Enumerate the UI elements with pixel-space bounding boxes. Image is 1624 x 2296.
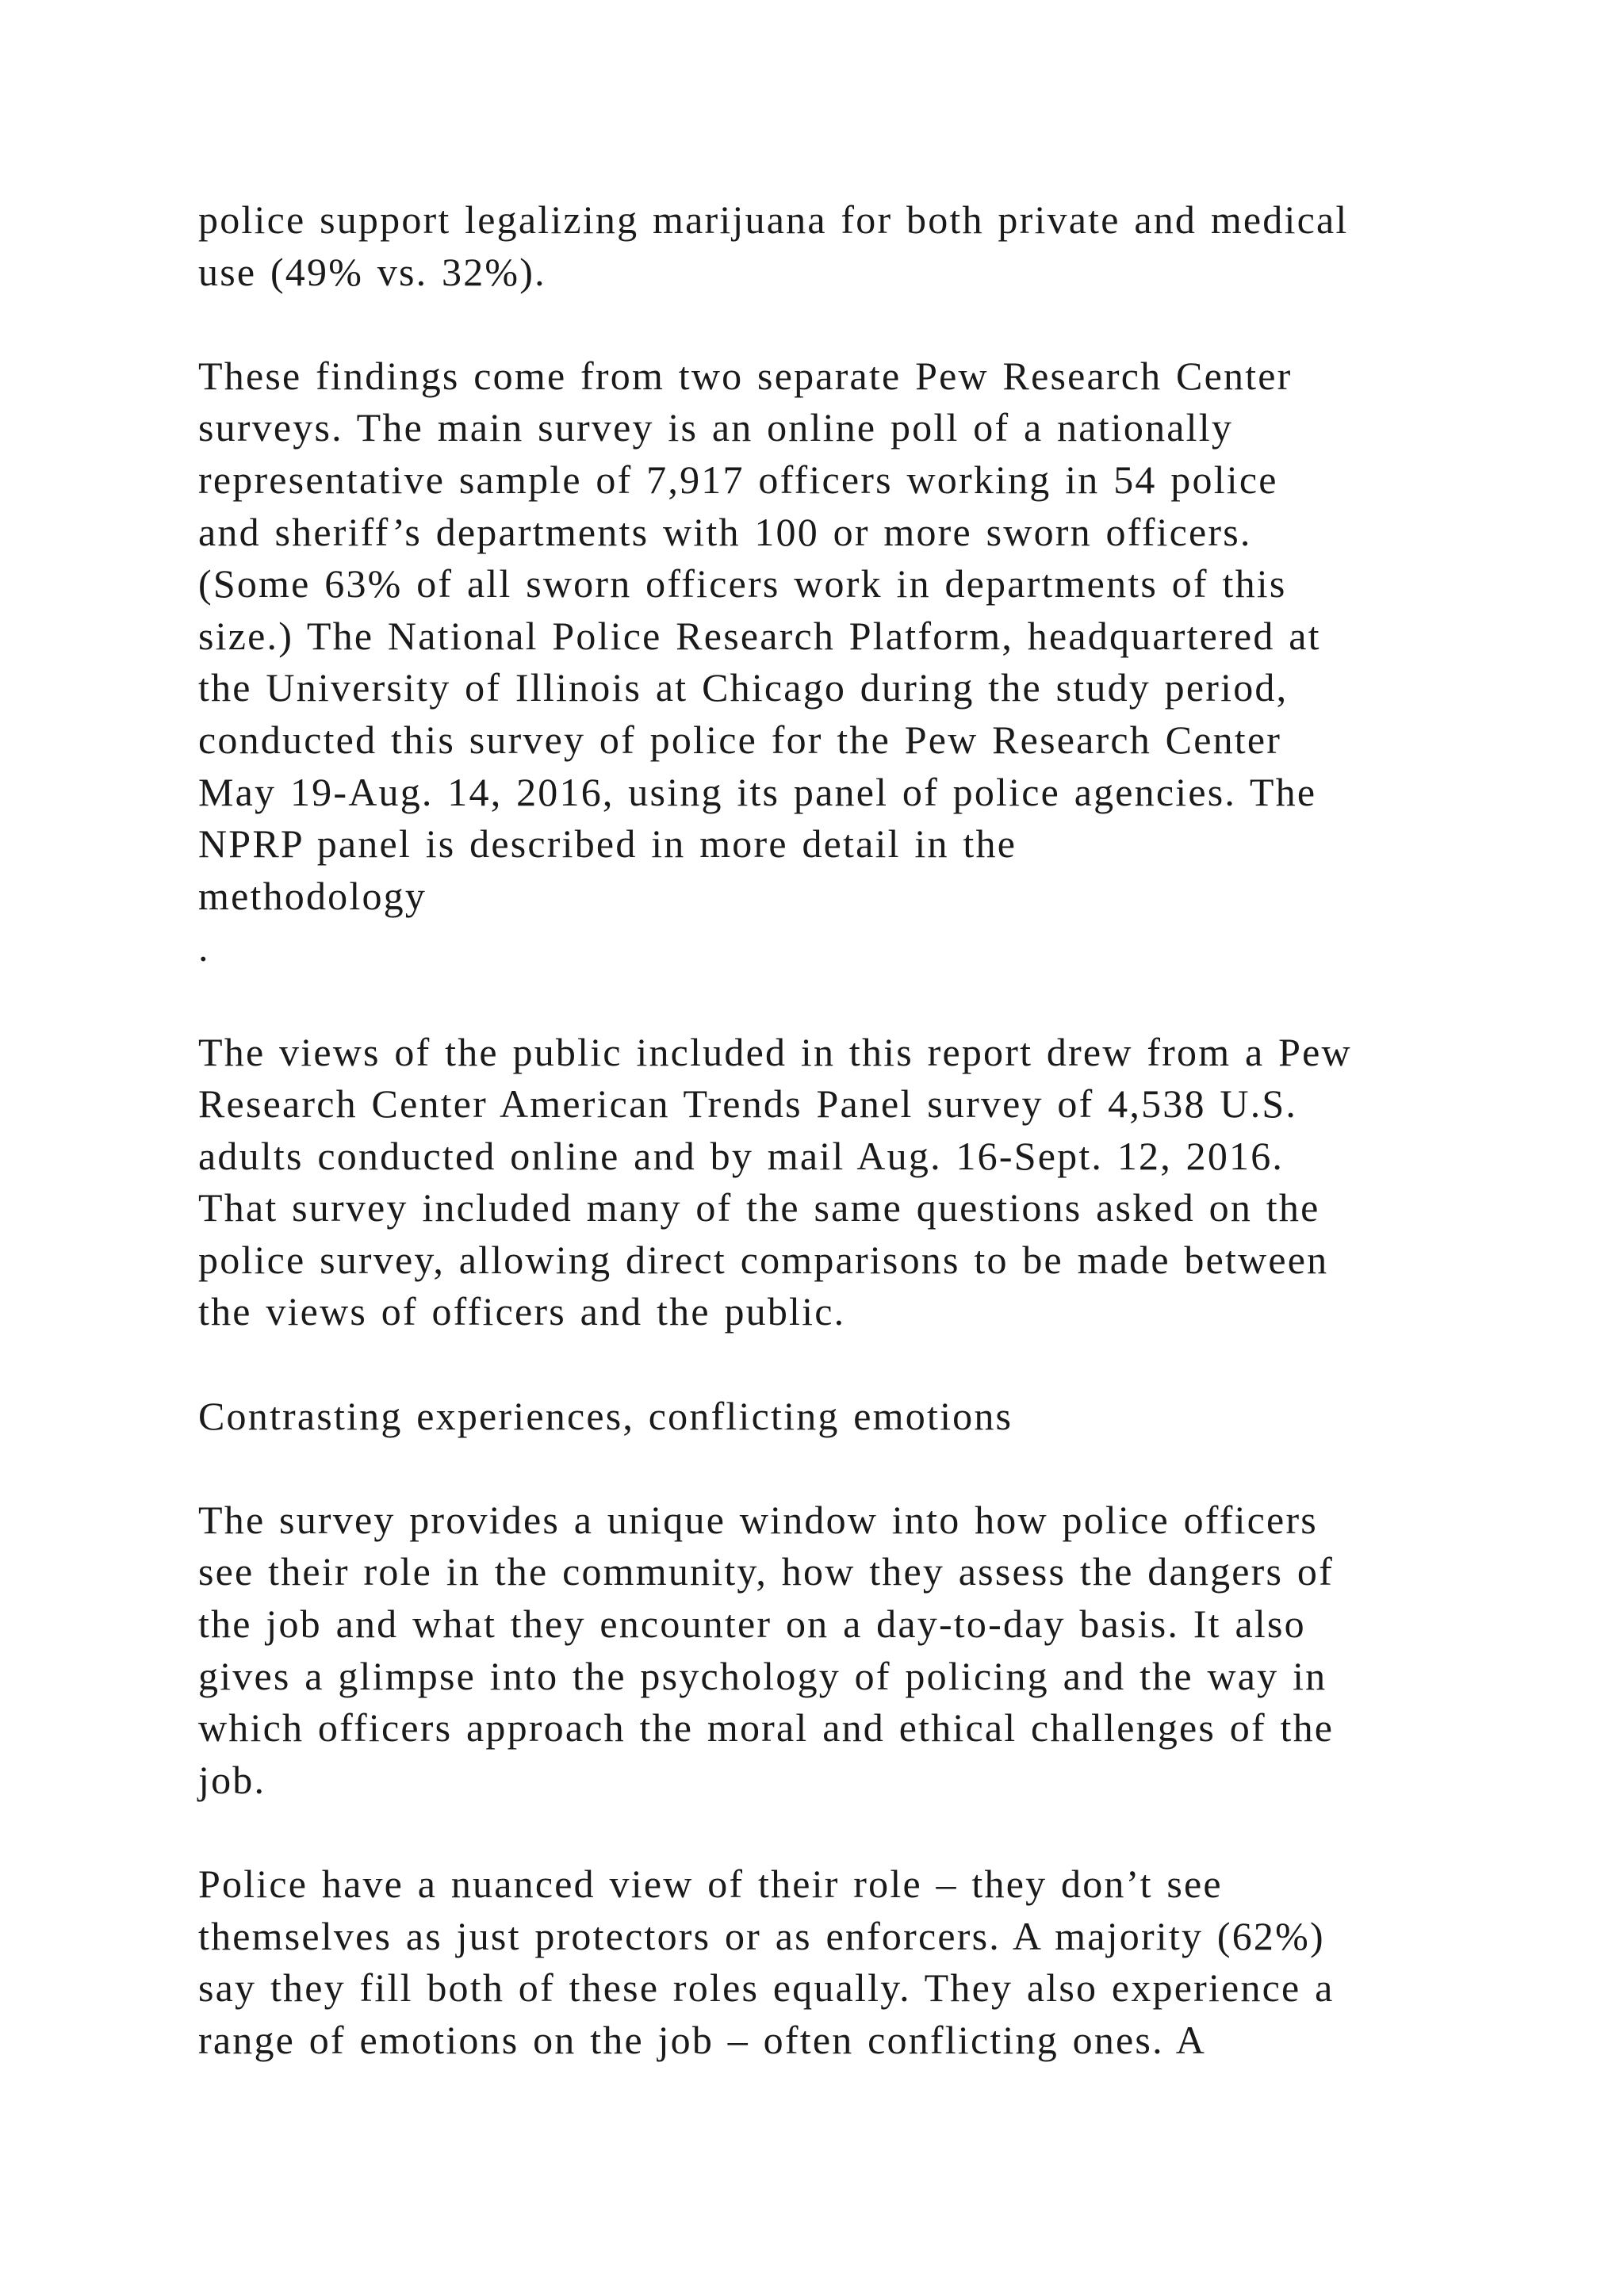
paragraph-spacer — [198, 1806, 1499, 1858]
section-heading-text: Contrasting experiences, conflicting emotions — [198, 1393, 1013, 1438]
text-line: representative sample of 7,917 officers working in 54 police — [198, 457, 1278, 502]
paragraph-unique-window — [198, 1494, 1499, 1807]
text-line: (Some 63% of all sworn officers work in departments of this — [198, 561, 1287, 607]
paragraph-spacer — [198, 974, 1499, 1027]
section-heading — [198, 1391, 1499, 1443]
text-line: see their role in the community, how they assess the dangers of — [198, 1549, 1334, 1594]
text-line: job. — [198, 1757, 266, 1802]
text-line: NPRP panel is described in more detail in the — [198, 821, 1017, 867]
text-line: conducted this survey of police for the Pew Research Center — [198, 717, 1282, 762]
text-line: The survey provides a unique window into how police officers — [198, 1497, 1318, 1542]
text-line: adults conducted online and by mail Aug. 16-Sept. 12, 2016. — [198, 1133, 1285, 1178]
text-line: the views of officers and the public. — [198, 1289, 846, 1334]
text-line: surveys. The main survey is an online poll of a nationally — [198, 405, 1234, 450]
text-line: which officers approach the moral and ethical challenges of the — [198, 1705, 1335, 1751]
text-line: range of emotions on the job – often conflicting ones. A — [198, 2017, 1207, 2062]
paragraph-public-views — [198, 1027, 1499, 1339]
text-line: May 19-Aug. 14, 2016, using its panel of police agencies. The — [198, 769, 1317, 814]
text-line: That survey included many of the same questions asked on the — [198, 1185, 1320, 1230]
paragraph-spacer — [198, 298, 1499, 350]
paragraph-marijuana-support — [198, 194, 1499, 298]
text-line: and sheriff’s departments with 100 or more sworn officers. — [198, 509, 1252, 554]
paragraph-nuanced-view — [198, 1858, 1499, 2066]
text-line: size.) The National Police Research Platform, headquartered at — [198, 613, 1321, 658]
text-line: police support legalizing marijuana for both private and medical — [198, 197, 1349, 242]
text-line: say they fill both of these roles equally. They also experience a — [198, 1965, 1335, 2011]
methodology-text: methodology — [198, 873, 427, 918]
document-body — [198, 194, 1499, 2066]
text-line: These findings come from two separate Pew Research Center — [198, 353, 1293, 398]
text-line: themselves as just protectors or as enforcers. A majority (62%) — [198, 1913, 1325, 1958]
text-line: Research Center American Trends Panel survey of 4,538 U.S. — [198, 1081, 1298, 1127]
text-line: gives a glimpse into the psychology of policing and the way in — [198, 1653, 1327, 1698]
text-line: police survey, allowing direct comparisons to be made between — [198, 1237, 1329, 1282]
paragraph-spacer — [198, 1442, 1499, 1494]
text-line: the job and what they encounter on a day-to-day basis. It also — [198, 1601, 1306, 1647]
text-line: the University of Illinois at Chicago during the study period, — [198, 665, 1289, 710]
paragraph-spacer — [198, 1338, 1499, 1391]
paragraph-survey-sources — [198, 350, 1499, 974]
text-line: use (49% vs. 32%). — [198, 249, 546, 294]
text-line: The views of the public included in this report drew from a Pew — [198, 1029, 1352, 1074]
text-line: . — [198, 925, 210, 970]
text-line: Police have a nuanced view of their role – they don’t see — [198, 1862, 1223, 1906]
